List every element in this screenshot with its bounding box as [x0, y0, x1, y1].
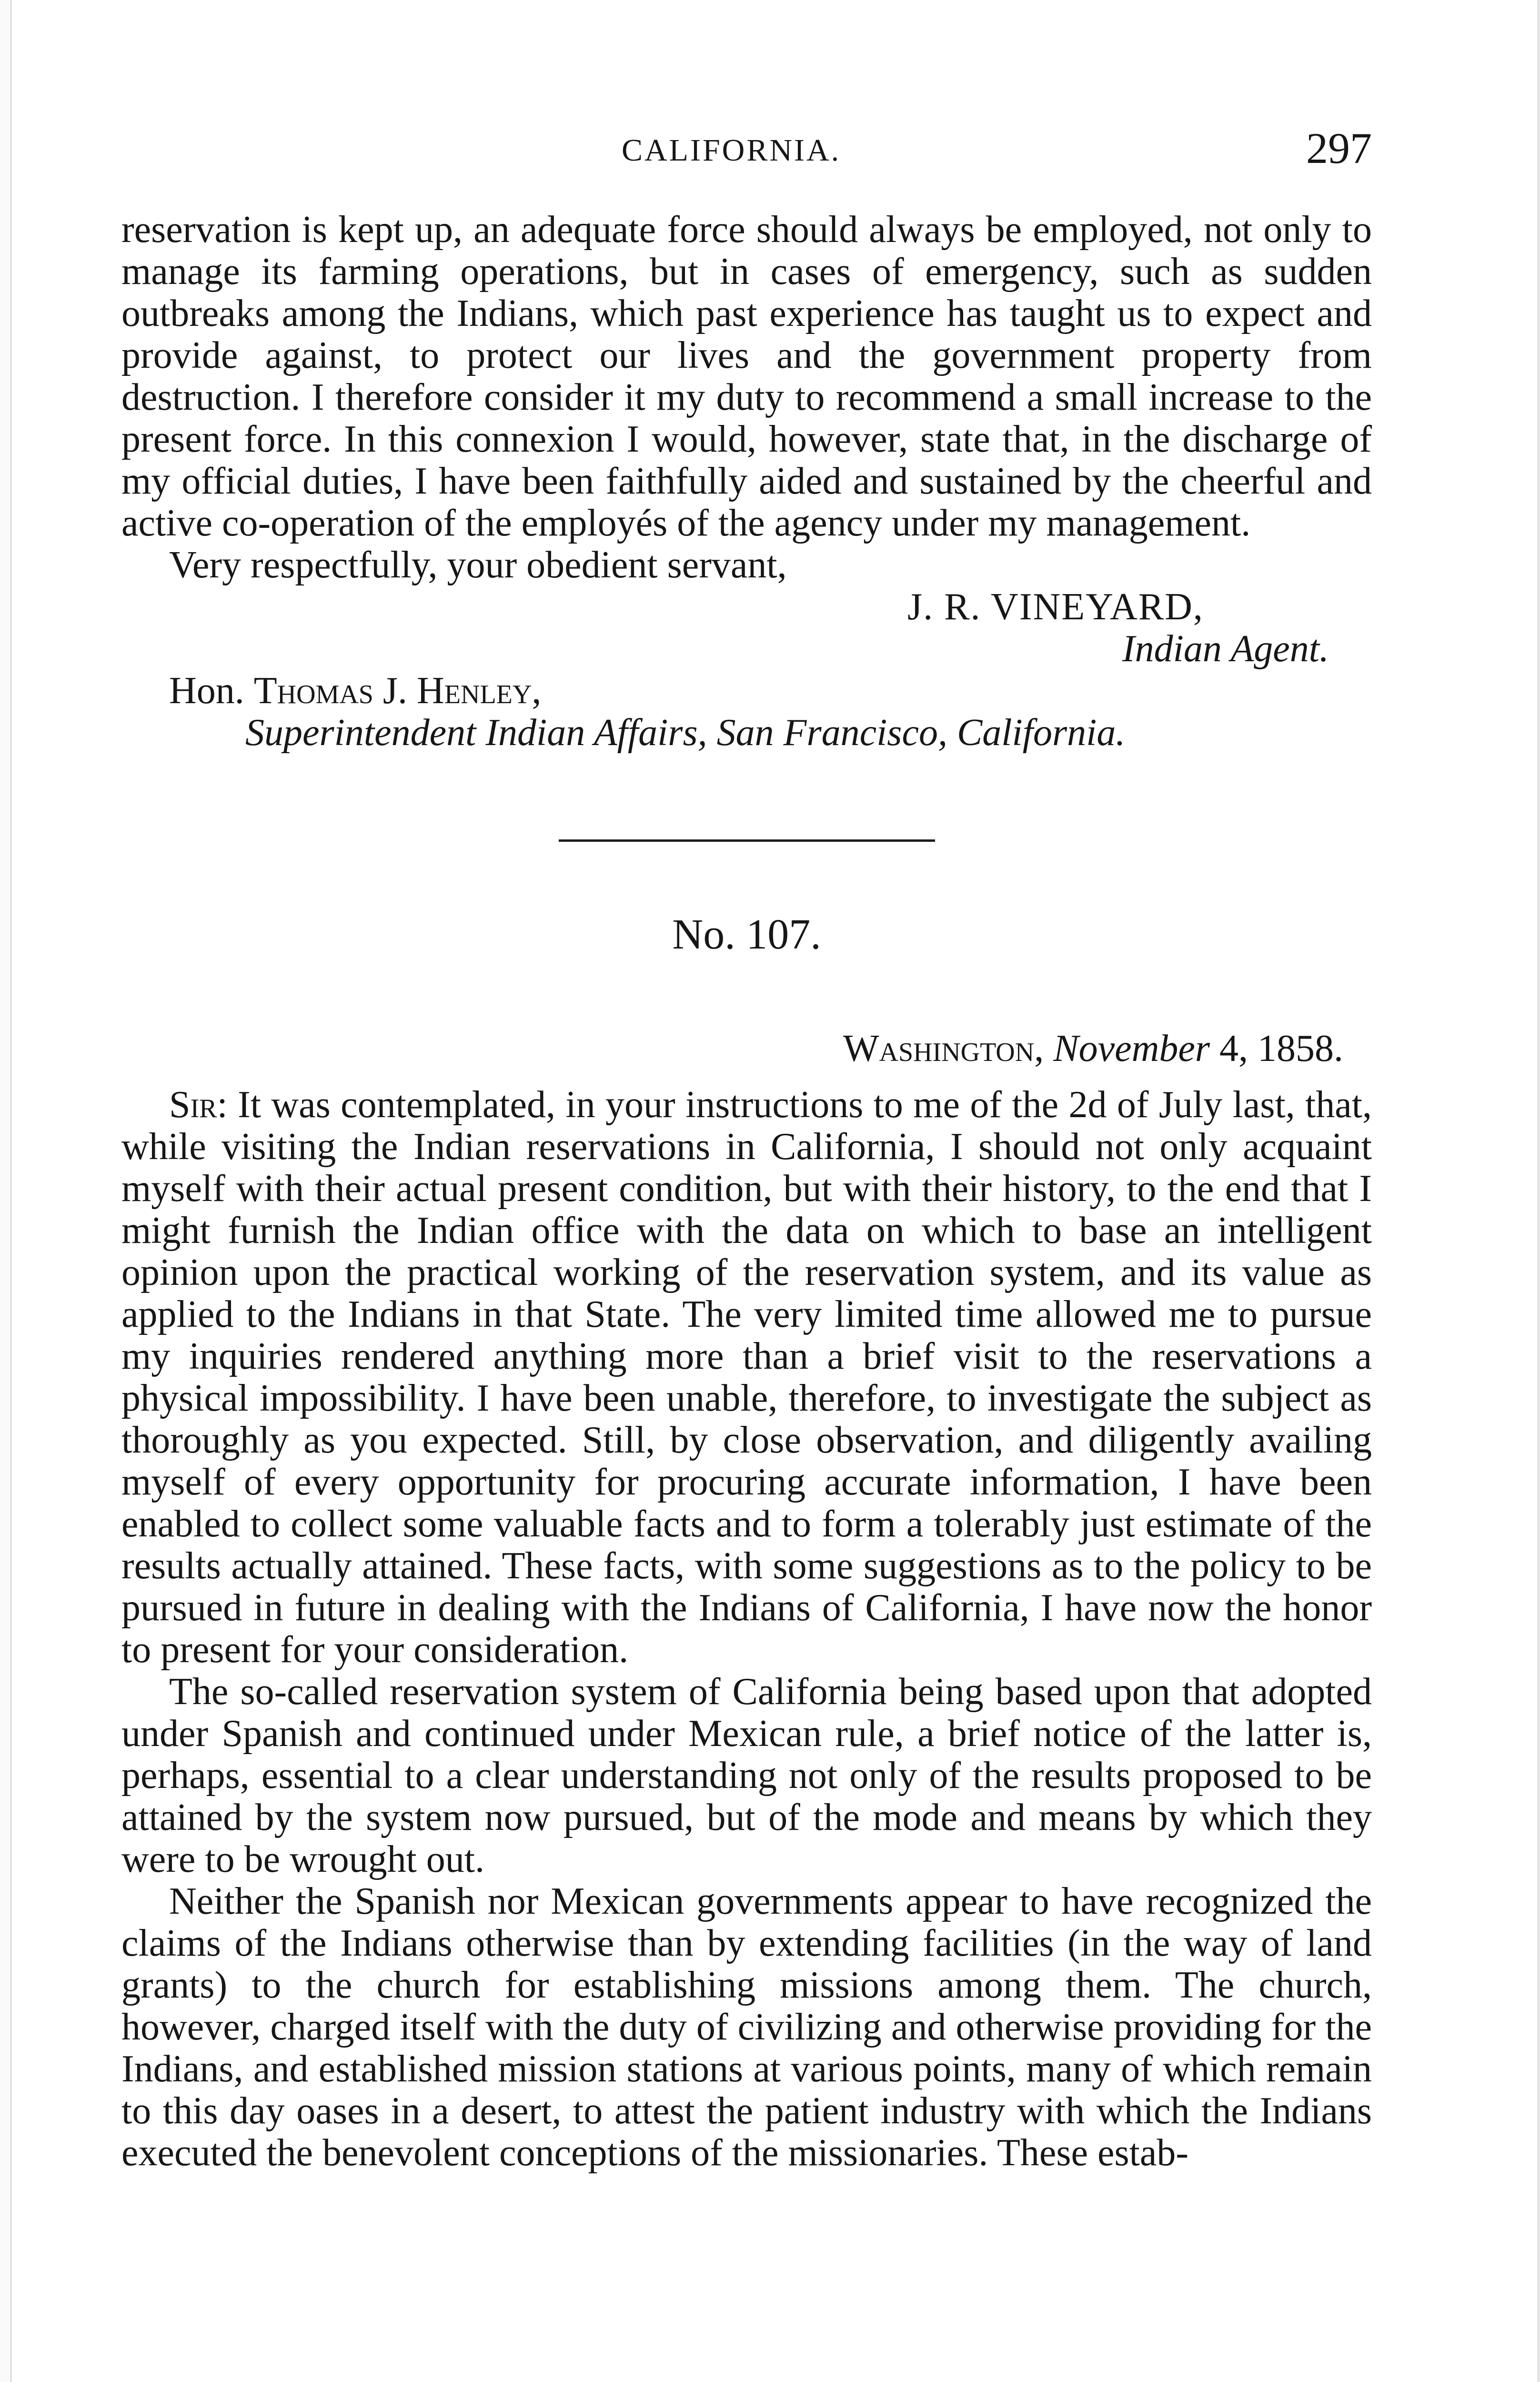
dateline-place: Washington, — [843, 1028, 1044, 1070]
dateline-month: November — [1053, 1028, 1210, 1070]
dateline — [121, 1028, 1372, 1070]
letter-body-continued: reservation is kept up, an adequate force should always be employed, not only to manage its farming operations, but in cases of emergency, such as sudden outbreaks among the Indians, which past experience has taught us to expect and provide against, to protect our lives and the government property from destruction. I therefore consider it my duty to recommend a small increase to the present force. In this connexion I would, however, state that, in the discharge of my official duties, I have been faithfully aided and sustained by the cheerful and active co-operation of the employés of the agency under my management. — [121, 209, 1372, 544]
page-body — [121, 209, 1372, 2174]
addressee-line — [169, 670, 1372, 712]
addressee-title: Superintendent Indian Affairs, San Francisco, California. — [245, 712, 1126, 754]
page-number: 297 — [1306, 124, 1372, 172]
dateline-day-year: 4, 1858. — [1219, 1028, 1343, 1070]
page-right-edge — [1537, 0, 1540, 2382]
addressee-prefix: Hon. — [169, 670, 244, 712]
letter-closing: Very respectfully, your obedient servant, — [169, 544, 787, 586]
addressee-name: Thomas J. Henley, — [253, 670, 542, 712]
document-number: No. 107. — [672, 911, 821, 958]
running-head: CALIFORNIA. — [622, 133, 841, 168]
salutation: Sir: — [169, 1084, 228, 1126]
paragraph-2: The so-called reservation system of California being based upon that adopted under Spanish and continued under Mexican rule, a brief notice of the latter is, perhaps, essential to a clear understanding not only of the results proposed to be attained by the system now pursued, but of the mode and means by which they were to be wrought out. — [121, 1671, 1372, 1880]
paragraph-1 — [121, 1084, 1372, 1671]
page-header — [121, 123, 1372, 175]
paragraph-3: Neither the Spanish nor Mexican governments appear to have recognized the claims of the Indians otherwise than by extending facilities (in the way of land grants) to the church for establishing missions among them. The church, however, charged itself with the duty of civilizing and otherwise providing for the Indians, and established mission stations at various points, many of which remain to this day oases in a desert, to attest the patient industry with which the Indians executed the benevolent conceptions of the missionaries. These estab- — [121, 1880, 1372, 2174]
paragraph-1-text: It was contemplated, in your instructions to me of the 2d of July last, that, while visiting the Indian reservations in California, I should not only acquaint myself with their actual present condition, but with their history, to the end that I might furnish the Indian office with the data on which to base an intelligent opinion upon the practical working of the reservation system, and its value as applied to the Indians in that State. The very limited time allowed me to pursue my inquiries rendered anything more than a brief visit to the reservations a physical impossibility. I have been unable, therefore, to investigate the subject as thoroughly as you expected. Still, by close observation, and diligently availing myself of every opportunity for procuring accurate information, I have been enabled to collect some valuable facts and to form a tolerably just estimate of the results actually attained. These facts, with some suggestions as to the policy to be pursued in future in dealing with the Indians of California, I have now the honor to present for your consideration. — [121, 1084, 1372, 1671]
signer-title: Indian Agent. — [1122, 628, 1329, 670]
section-divider — [559, 839, 935, 842]
signer-name: J. R. VINEYARD, — [907, 586, 1204, 628]
letter-no-107 — [121, 913, 1372, 2174]
page-binding-edge — [0, 0, 11, 2382]
letter-vineyard — [121, 209, 1372, 754]
